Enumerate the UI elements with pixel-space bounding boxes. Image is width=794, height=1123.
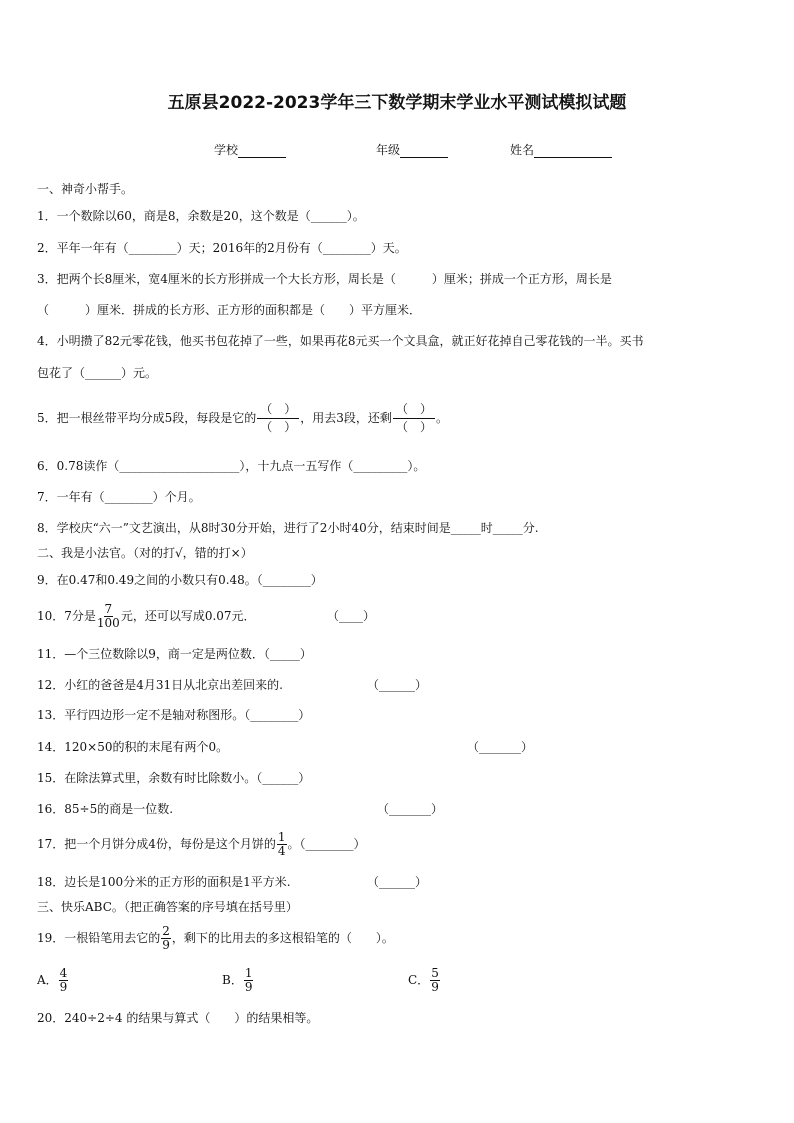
question-16 [37, 801, 764, 817]
question-11: 11．—个三位数除以9，商一定是两位数．（_____） [37, 647, 312, 661]
q12-answer-blank[interactable]: （______） [367, 678, 428, 692]
question-4-line-1: 4．小明攒了82元零花钱，他买书包花掉了一些，如果再花8元买一个文具盒，就正好花掉自己零花钱的一半。买书 [37, 334, 644, 348]
q10-text-2: 元，还可以写成0.07元． [120, 609, 256, 623]
q5-text-3: 。 [435, 411, 448, 425]
q19-text-1: 19．一根铅笔用去它的 [37, 931, 161, 945]
q10-answer-blank[interactable]: （____） [327, 609, 376, 623]
name-field [510, 141, 612, 158]
q19-option-c-numerator: 5 [431, 966, 439, 980]
q5-fraction-2-numerator: （ ） [393, 401, 435, 419]
grade-label: 年级 [376, 143, 401, 157]
q19-denominator: 9 [162, 938, 170, 952]
q16-text: 16．85÷5的商是一位数. [37, 802, 174, 816]
student-info [0, 141, 794, 159]
q19-option-a-fraction [59, 967, 69, 994]
question-14 [37, 739, 764, 755]
section-3-heading: 三、快乐ABC。（把正确答案的序号填在括号里） [37, 900, 298, 914]
q17-fraction [277, 831, 287, 858]
question-18 [37, 874, 764, 890]
q14-answer-blank[interactable]: （_______） [467, 740, 534, 754]
q5-text-2: ，用去3段，还剩 [300, 411, 392, 425]
q19-option-c-letter: C． [408, 973, 430, 987]
q19-text-2: ，剩下的比用去的多这根铅笔的（ ）。 [171, 931, 394, 945]
q19-option-c-fraction [430, 967, 440, 994]
q5-fraction-2-denominator: （ ） [395, 420, 432, 434]
q17-text-2: 。（________） [287, 837, 366, 851]
question-5 [37, 398, 764, 438]
question-9: 9．在0.47和0.49之间的小数只有0.48。（________） [37, 573, 323, 587]
q17-denominator: 4 [277, 844, 286, 858]
question-3-line-2: （ ）厘米．拼成的长方形、正方形的面积都是（ ）平方厘米． [37, 303, 422, 317]
q5-fraction-1-numerator: （ ） [257, 401, 299, 419]
q19-option-a-letter: A． [37, 973, 58, 987]
q19-option-c[interactable] [408, 963, 441, 997]
q19-fraction [161, 925, 171, 952]
q16-answer-blank[interactable]: （_______） [377, 802, 444, 816]
q17-text-1: 17．把一个月饼分成4份，每份是这个月饼的 [37, 837, 276, 851]
q10-numerator: 7 [104, 602, 113, 616]
question-3-line-1: 3．把两个长8厘米，宽4厘米的长方形拼成一个大长方形，周长是（ ）厘米；拼成一个正方形，周长是 [37, 272, 612, 286]
question-19 [37, 922, 764, 954]
q5-fraction-blank-1[interactable] [257, 401, 299, 436]
grade-blank[interactable] [400, 145, 448, 158]
q5-fraction-1-denominator: （ ） [260, 420, 297, 434]
question-6: 6．0.78读作（____________________），十九点一五写作（_________）。 [37, 459, 426, 473]
page-title: 五原县2022-2023学年三下数学期末学业水平测试模拟试题 [167, 93, 627, 113]
q18-answer-blank[interactable]: （______） [367, 875, 428, 889]
question-2: 2．平年一年有（________）天；2016年的2月份有（________）天。 [37, 241, 407, 255]
q19-option-b[interactable] [222, 963, 254, 997]
q14-text: 14．120×50的积的末尾有两个0。 [37, 740, 229, 754]
question-13: 13．平行四边形一定不是轴对称图形。（________） [37, 708, 311, 722]
q10-fraction [97, 603, 120, 630]
section-2-heading: 二、我是小法官。（对的打√，错的打×） [37, 546, 253, 560]
question-4-line-2: 包花了（______）元。 [37, 366, 158, 380]
school-blank[interactable] [238, 145, 286, 158]
question-1: 1．一个数除以60，商是8，余数是20，这个数是（______）。 [37, 209, 365, 223]
question-15: 15．在除法算式里，余数有时比除数小。（______） [37, 771, 311, 785]
q19-option-b-numerator: 1 [244, 966, 253, 980]
q10-denominator: 100 [96, 616, 120, 630]
q19-option-b-denominator: 9 [244, 980, 253, 994]
question-8: 8．学校庆“六一”文艺演出，从8时30分开始，进行了2小时40分，结束时间是_____时_____分. [37, 521, 539, 535]
school-field [214, 141, 286, 158]
q5-text-1: 5．把一根丝带平均分成5段，每段是它的 [37, 411, 257, 425]
q19-option-a-denominator: 9 [59, 980, 68, 994]
q17-numerator: 1 [277, 830, 286, 844]
grade-field [376, 141, 448, 158]
q19-option-b-fraction [244, 967, 254, 994]
section-1-heading: 一、神奇小帮手。 [37, 182, 134, 196]
name-blank[interactable] [534, 145, 612, 158]
question-7: 7．一年有（________）个月。 [37, 490, 201, 504]
q10-text-1: 10．7分是 [37, 609, 96, 623]
q18-text: 18．边长是100分米的正方形的面积是1平方米. [37, 875, 291, 889]
question-12 [37, 677, 764, 693]
q19-numerator: 2 [162, 924, 170, 938]
question-17 [37, 828, 764, 860]
q12-text: 12．小红的爸爸是4月31日从北京出差回来的. [37, 678, 283, 692]
q19-option-a[interactable] [37, 963, 69, 997]
q19-option-c-denominator: 9 [431, 980, 439, 994]
question-10 [37, 600, 764, 632]
q5-fraction-blank-2[interactable] [393, 401, 435, 436]
school-label: 学校 [214, 143, 239, 157]
q19-option-a-numerator: 4 [59, 966, 68, 980]
name-label: 姓名 [510, 143, 535, 157]
question-20: 20．240÷2÷4 的结果与算式（ ）的结果相等。 [37, 1011, 319, 1025]
q19-option-b-letter: B． [222, 973, 243, 987]
